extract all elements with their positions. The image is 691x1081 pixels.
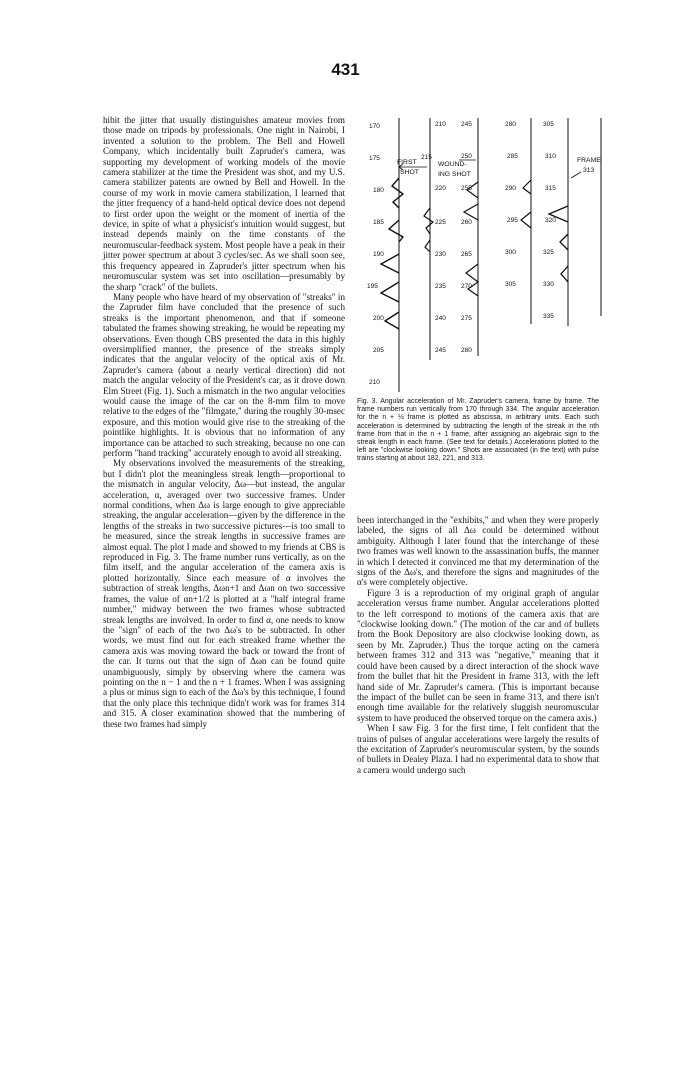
- paragraph: When I saw Fig. 3 for the first time, I felt confident that the trains of pulses of angular accelerations were largely the results of the excitation of Zapruder's neuromuscular system, by the sounds of bullets in Dealey Plaza. I had no experimental data to show that a camera would undergo such: [357, 723, 599, 775]
- frame-label: 245: [435, 347, 446, 354]
- frame-label: 305: [505, 281, 516, 288]
- plot-column-5: [543, 118, 601, 326]
- frame-label: 270: [461, 283, 472, 290]
- frame-label: 235: [435, 283, 446, 290]
- frame-label: 275: [461, 315, 472, 322]
- frame-label: 330: [543, 281, 554, 288]
- paragraph: hibit the jitter that usually distinguishes amateur movies from those made on tripods by professionals. One night in Nairobi, I invented a solution to the problem. The Bell and Howell Company, which incidentally built Zapruder's camera, was supporting my development of working models of the movie camera stabilizer at the time the President was shot, and my U.S. camera stabilizer patents are owned by Bell and Howell. In the course of my work in movie camera stabilization, I learned that the jitter frequency of a hand-held optical device does not depend to first order upon the weight or the moment of inertia of the device, in spite of what a physicist's intuition would suggest, but instead depends mainly on the time constants of the neuromuscular-feedback system. Most people have a peak in their jitter power spectrum at about 3 cycles/sec. As we shall soon see, this frequency appeared in Zapruder's jitter spectrum when his neuromuscular system was set into oscillation—presumably by the sharp "crack" of the bullets.: [103, 115, 345, 292]
- acceleration-trace: [464, 182, 478, 296]
- wounding-shot-annotation: ING SHOT: [438, 171, 471, 178]
- frame-label: 295: [507, 217, 518, 224]
- frame-label: 325: [543, 249, 554, 256]
- frame-label: 220: [435, 185, 446, 192]
- acceleration-trace: [381, 178, 403, 329]
- frame-label: 285: [507, 153, 518, 160]
- paragraph: been interchanged in the "exhibits," and when they were properly labeled, the signs of all Δω could be determined without ambiguity. Although I later found that the interchange of these two frames was well known to the assassination buffs, the manner in which I detected it convinced me that my determination of the signs of the Δω's, and therefore the signs and magnitudes of the α's were completely objective.: [357, 515, 599, 588]
- frame-label: 215: [421, 154, 432, 161]
- paragraph: My observations involved the measurements of the streaking, but I didn't plot the meaningless streak length—proportional to the mismatch in angular velocity, Δω—but instead, the angular acceleration, α, averaged over two successive frames. Under normal conditions, when Δω is large enough to give appreciable streaking, the angular acceleration—given by the difference in the lengths of the streaks in two successive pictures—is too small to be measured, since the streak lengths in successive frames are almost equal. The plot I made and showed to my friends at CBS is reproduced in Fig. 3. The frame number runs vertically, as on the film itself, and the angular acceleration of the camera axis is plotted horizontally. Since each measure of α involves the subtraction of streak lengths, Δωn+1 and Δωn on two successive frames, the value of αn+1/2 is plotted at a "half integral frame number," midway between the two frames whose subtracted streak lengths are involved. In order to find α, one needs to know the "sign" of each of the two Δω's to be subtracted. In other words, we must find out for each streaked frame whether the camera axis was moving toward the back or toward the front of the car. It turns out that the sign of Δωn can be found quite unambiguously, simply by observing where the camera was pointing on the n − 1 and the n + 1 frames. When I was assigning a plus or minus sign to each of the Δω's by this technique, I found that the only place this technique didn't work was for frames 314 and 315. A closer examination showed that the numbering of these two frames had simply: [103, 458, 345, 729]
- frame-label: 190: [373, 251, 384, 258]
- acceleration-trace: [424, 208, 433, 252]
- frame-label: 320: [545, 217, 556, 224]
- frame-label: 225: [435, 219, 446, 226]
- frame-label: 175: [369, 155, 380, 162]
- frame-label: 280: [461, 347, 472, 354]
- frame-label: 335: [543, 313, 554, 320]
- left-text-column: [103, 115, 345, 729]
- acceleration-trace: [521, 180, 531, 228]
- frame-label: 180: [373, 187, 384, 194]
- figure-3-plot: [355, 116, 608, 394]
- frame-label: 240: [435, 315, 446, 322]
- frame-label: 230: [435, 251, 446, 258]
- frame-label: 210: [435, 121, 446, 128]
- frame-label: 260: [461, 219, 472, 226]
- paragraph: Many people who have heard of my observation of "streaks" in the Zapruder film have concluded that the presence of such streaks is the important phenomenon, and that if someone tabulated the frames showing streaking, he would be repeating my observations. Even though CBS presented the data in this highly oversimplified manner, the presence of the streaks simply indicates that the angular velocity of the optical axis of Mr. Zapruder's camera (about a nearly vertical direction) did not match the angular velocity of the President's car, as it drove down Elm Street (Fig. 1). Such a mismatch in the two angular velocities would cause the image of the car on the 8-mm film to move relative to the edges of the "filmgate," during the roughly 30-msec exposure, and this motion would give rise to the streaking of the pointlike highlights. It is obvious that no information of any importance can be attached to such streaking, because no one can perform "hand tracking" accurately enough to avoid all streaking.: [103, 291, 345, 458]
- frame-label: 300: [505, 249, 516, 256]
- arrow-icon: [571, 172, 581, 178]
- paragraph: Figure 3 is a reproduction of my original graph of angular acceleration versus frame number. Angular accelerations plotted to the left correspond to motions of the camera axis that are "clockwise looking down." (The motion of the car and of bullets from the Book Depository are also clockwise looking down, as seen by Mr. Zapruder.) Thus the torque acting on the camera between frames 312 and 313 was "negative," meaning that it could have been caused by a direct interaction of the shock wave from the bullet that hit the President in frame 313, with the left hand side of Mr. Zapruder's camera. (This is important because the impact of the bullet can be seen in frame 313, and there isn't enough time available for the relatively sluggish neuromuscular system to have produced the observed torque on the camera axis.): [357, 587, 599, 723]
- frame-label: 305: [543, 121, 554, 128]
- plot-column-4: [505, 118, 531, 324]
- first-shot-annotation: SHOT: [400, 169, 419, 176]
- first-shot-annotation: FIRST: [397, 159, 417, 166]
- frame-label: 250: [461, 153, 472, 160]
- frame-label: 245: [461, 121, 472, 128]
- frame-label: 205: [373, 347, 384, 354]
- figure-caption: Fig. 3. Angular acceleration of Mr. Zapruder's camera, frame by frame. The frame numbers run vertically from 170 through 334. The angular acceleration for the n + ½ frame is plotted as abscissa, in arbitrary units. Each such acceleration is determined by subtracting the length of the streak in the nth frame from that in the n + 1 frame, after assigning an algebraic sign to the streak length in each frame. (See text for details.) Accelerations plotted to the left are "clockwise looking down." Shots are associated (in the text) with pulse trains starting at about 182, 221, and 313.: [357, 398, 599, 463]
- frame-label: 210: [369, 379, 380, 386]
- frame-label: 255: [461, 185, 472, 192]
- frame-313-annotation: FRAME: [577, 157, 601, 164]
- frame-label: 265: [461, 251, 472, 258]
- frame-313-annotation: 313: [583, 167, 595, 174]
- frame-label: 310: [545, 153, 556, 160]
- plot-column-2: [397, 118, 446, 360]
- wounding-shot-annotation: WOUND-: [438, 161, 467, 168]
- frame-label: 195: [367, 283, 378, 290]
- frame-label: 185: [373, 219, 384, 226]
- frame-label: 200: [373, 315, 384, 322]
- frame-label: 280: [505, 121, 516, 128]
- frame-label: 170: [369, 123, 380, 130]
- page-number: 431: [331, 60, 360, 79]
- frame-label: 290: [505, 185, 516, 192]
- frame-label: 315: [545, 185, 556, 192]
- right-text-column: [357, 515, 599, 775]
